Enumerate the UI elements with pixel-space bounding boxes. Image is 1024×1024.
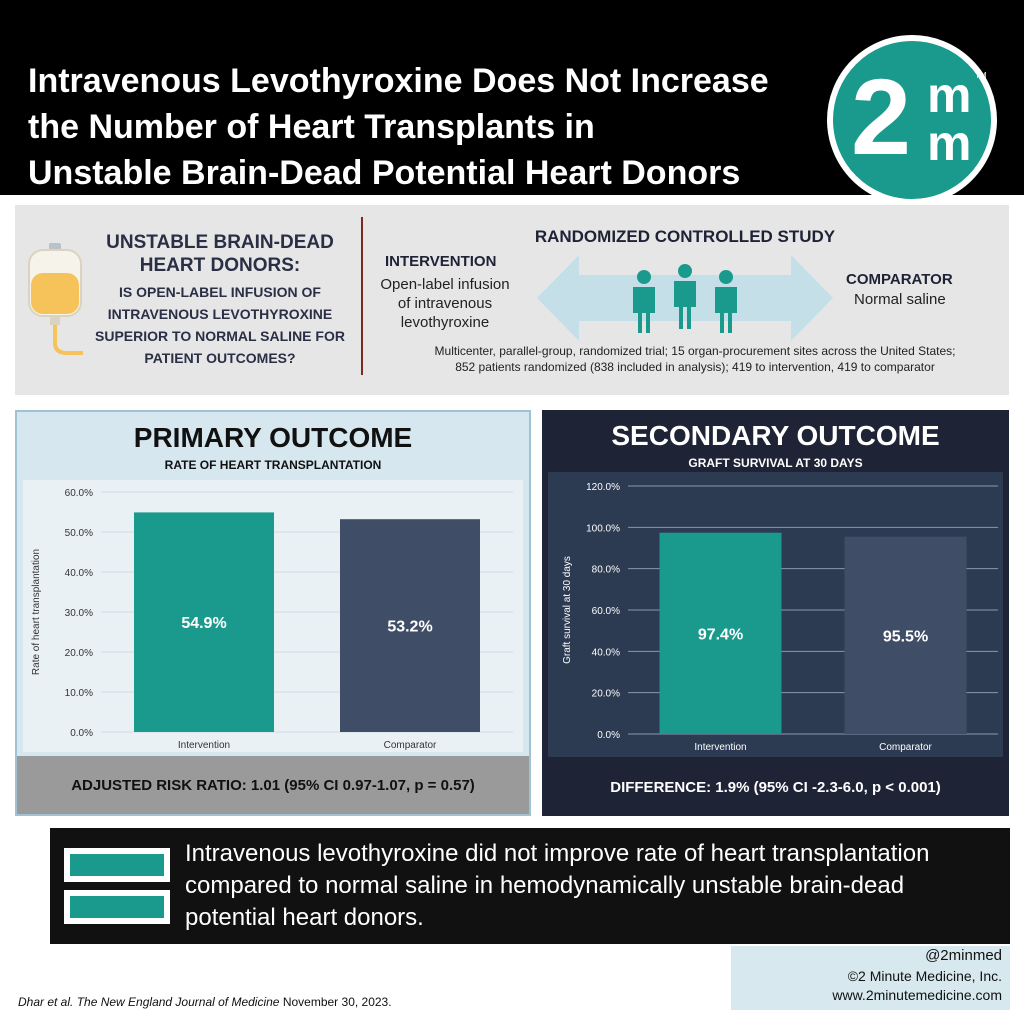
double-arrow-icon: [537, 255, 833, 341]
y-tick-label: 80.0%: [591, 564, 620, 576]
secondary-chart-area: [548, 472, 1003, 757]
secondary-outcome-subtitle: GRAFT SURVIVAL AT 30 DAYS: [688, 456, 863, 470]
data-label: 54.9%: [181, 615, 227, 633]
data-label: 95.5%: [882, 628, 929, 646]
citation: [18, 995, 392, 1009]
study-details-line-2: 852 patients randomized (838 included in analysis); 419 to intervention, 419 to comparator: [455, 360, 935, 374]
secondary-result: DIFFERENCE: 1.9% (95% CI -2.3-6.0, p < 0.001): [542, 758, 1009, 816]
logo-trademark: TM: [975, 71, 987, 80]
title-line-3: Unstable Brain-Dead Potential Heart Donors: [28, 154, 741, 192]
question-title: UNSTABLE BRAIN-DEAD HEART DONORS:: [106, 232, 334, 276]
copyright: ©2 Minute Medicine, Inc.: [847, 968, 1002, 984]
primary-outcome-title: PRIMARY OUTCOME: [133, 422, 413, 453]
title-line-1: Intravenous Levothyroxine Does Not Increase: [28, 62, 769, 100]
citation-authors: Dhar et al.: [18, 995, 77, 1009]
y-tick-label: 50.0%: [64, 528, 93, 539]
y-tick-label: 60.0%: [591, 606, 620, 617]
primary-outcome-panel: [15, 410, 531, 816]
y-tick-label: 0.0%: [70, 728, 93, 739]
study-design-panel: [15, 205, 1009, 395]
primary-chart-area: [23, 480, 523, 752]
y-tick-label: 30.0%: [64, 608, 93, 619]
logo-letter-bottom: m: [927, 115, 972, 171]
intervention-heading: INTERVENTION: [385, 253, 497, 270]
data-label: 97.4%: [697, 626, 744, 644]
page-title: [28, 58, 828, 196]
x-tick-label: Intervention: [177, 740, 231, 751]
brand-logo: [827, 35, 997, 205]
secondary-outcome-title: SECONDARY OUTCOME: [611, 420, 940, 451]
secondary-bar-chart: [548, 472, 1003, 757]
study-details: [395, 343, 995, 375]
y-tick-label: 100.0%: [586, 523, 620, 535]
y-tick-label: 10.0%: [64, 688, 93, 699]
x-tick-label: Comparator: [383, 740, 437, 751]
y-tick-label: 40.0%: [64, 568, 93, 579]
website-link[interactable]: www.2minutemedicine.com: [832, 987, 1002, 1003]
social-handle[interactable]: @2minmed: [925, 947, 1002, 964]
patients-icon: [633, 264, 737, 333]
y-axis-label: Rate of heart transplantation: [31, 548, 42, 676]
y-axis-label: Graft survival at 30 days: [562, 556, 573, 664]
citation-date: November 30, 2023.: [282, 995, 392, 1009]
credits-box: [731, 946, 1010, 1010]
comparator-heading: COMPARATOR: [846, 271, 953, 288]
intervention-description: Open-label infusion of intravenous levothyroxine: [380, 276, 510, 331]
y-tick-label: 40.0%: [591, 647, 620, 659]
y-tick-label: 120.0%: [586, 482, 620, 493]
conclusion-text: Intravenous levothyroxine did not improve rate of heart transplantation compared to normal saline in hemodynamically unstable brain-dead potential heart donors.: [185, 840, 930, 931]
study-details-line-1: Multicenter, parallel-group, randomized trial; 15 organ-procurement sites across the United States;: [434, 344, 956, 358]
citation-journal: The New England Journal of Medicine: [76, 995, 283, 1009]
primary-bar-chart: [23, 480, 523, 752]
data-label: 53.2%: [387, 618, 433, 636]
y-tick-label: 0.0%: [597, 730, 620, 741]
title-line-2: the Number of Heart Transplants in: [28, 108, 595, 146]
secondary-outcome-panel: [542, 410, 1009, 816]
study-design-title: RANDOMIZED CONTROLLED STUDY: [534, 227, 836, 246]
y-tick-label: 20.0%: [591, 688, 620, 700]
x-tick-label: Intervention: [694, 742, 747, 753]
summary-icon: [62, 846, 172, 926]
y-tick-label: 20.0%: [64, 648, 93, 659]
conclusion-box: [50, 828, 1010, 944]
divider: [361, 217, 363, 375]
logo-number: 2: [851, 56, 912, 177]
primary-outcome-subtitle: RATE OF HEART TRANSPLANTATION: [164, 458, 382, 472]
logo-letter-top: m: [927, 67, 972, 123]
x-tick-label: Comparator: [879, 742, 932, 753]
comparator-description: Normal saline: [854, 291, 946, 308]
research-question: [85, 231, 355, 369]
y-tick-label: 60.0%: [64, 488, 93, 499]
iv-bag-icon: [23, 243, 87, 358]
primary-result: ADJUSTED RISK RATIO: 1.01 (95% CI 0.97-1.07, p = 0.57): [17, 756, 529, 814]
question-body: IS OPEN-LABEL INFUSION OF INTRAVENOUS LEVOTHYROXINE SUPERIOR TO NORMAL SALINE FOR PATIENT OUTCOMES?: [95, 284, 345, 366]
